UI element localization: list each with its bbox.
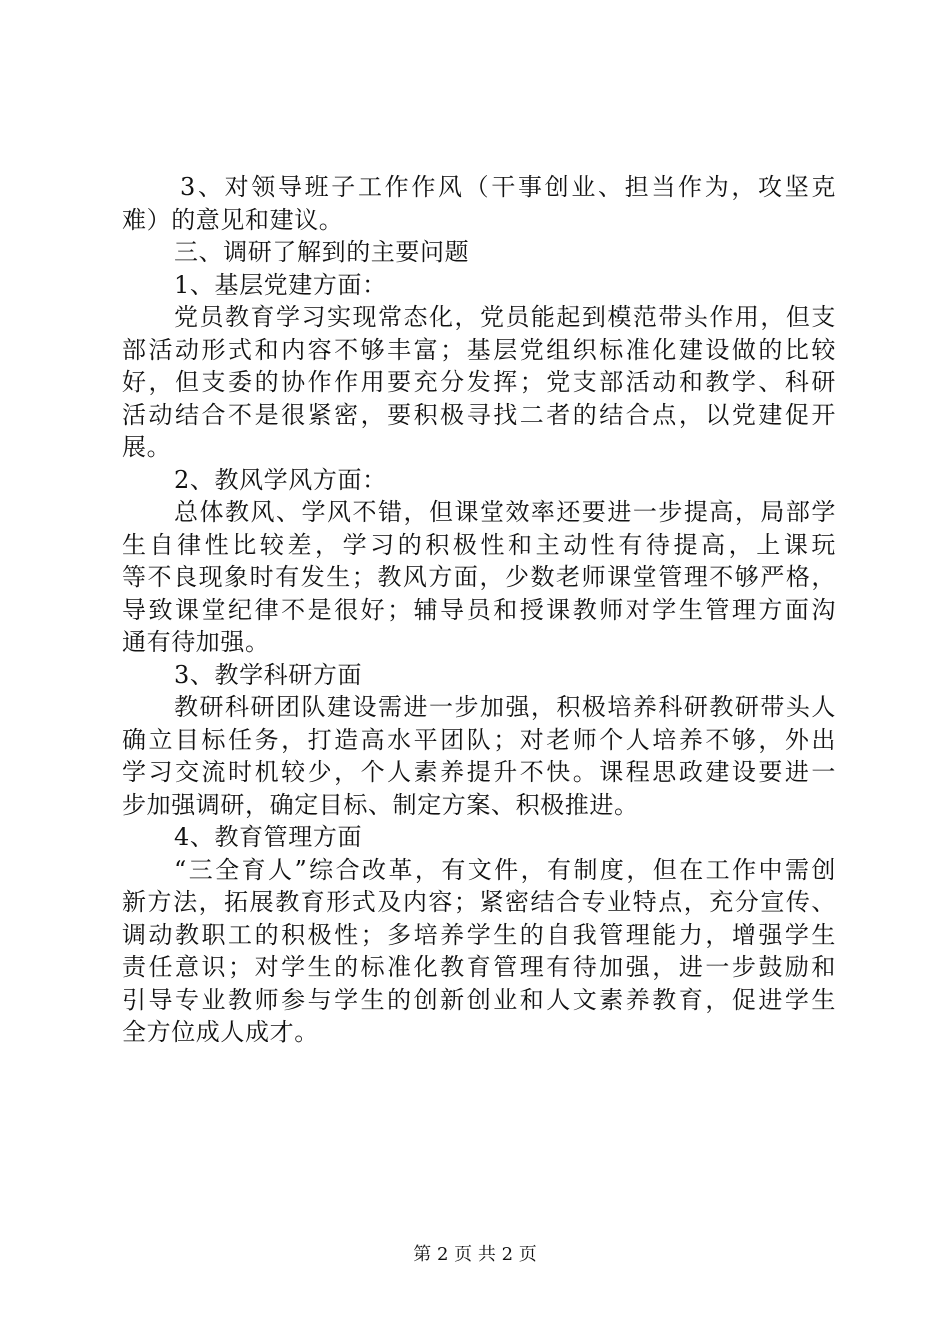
subsection-heading: 3、教学科研方面 — [174, 660, 363, 689]
paragraph-line: 教研科研团队建设需进一步加强，积极培养科研教研带头人 — [174, 693, 836, 721]
paragraph-line: 引导专业教师参与学生的创新创业和人文素养教育，促进学生 — [122, 985, 836, 1014]
paragraph-line: 导致课堂纪律不是很好；辅导员和授课教师对学生管理方面沟 — [122, 595, 836, 624]
paragraph-line: 生自律性比较差，学习的积极性和主动性有待提高，上课玩 — [122, 530, 836, 559]
paragraph-line: 难）的意见和建议。 — [122, 205, 344, 234]
paragraph-line: 部活动形式和内容不够丰富；基层党组织标准化建设做的比较 — [122, 335, 836, 364]
paragraph-line: 党员教育学习实现常态化，党员能起到模范带头作用，但支 — [174, 303, 836, 331]
paragraph-line: 总体教风、学风不错，但课堂效率还要进一步提高，局部学 — [174, 498, 836, 526]
paragraph-line: 步加强调研，确定目标、制定方案、积极推进。 — [122, 790, 639, 819]
paragraph-line: 责任意识；对学生的标准化教育管理有待加强，进一步鼓励和 — [122, 953, 836, 981]
page-number-footer: 第 2 页 共 2 页 — [413, 1244, 537, 1265]
paragraph-line: 学习交流时机较少，个人素养提升不快。课程思政建设要进一 — [122, 758, 836, 786]
section-heading: 三、调研了解到的主要问题 — [174, 238, 470, 266]
paragraph-line: “三全育人”综合改革，有文件，有制度，但在工作中需创 — [174, 855, 836, 884]
subsection-heading: 2、教风学风方面： — [174, 465, 387, 494]
paragraph-line: 调动教职工的积极性；多培养学生的自我管理能力，增强学生 — [122, 920, 836, 949]
paragraph-line: 展。 — [122, 433, 172, 461]
paragraph-line: 活动结合不是很紧密，要积极寻找二者的结合点，以党建促开 — [122, 400, 836, 429]
document-body — [122, 171, 836, 1049]
paragraph-line: 3、对领导班子工作作风（干事创业、担当作为，攻坚克 — [180, 173, 836, 201]
subsection-heading: 1、基层党建方面： — [174, 270, 387, 299]
paragraph-line: 全方位成人成才。 — [122, 1018, 319, 1046]
paragraph-line: 新方法，拓展教育形式及内容；紧密结合专业特点，充分宣传、 — [122, 888, 836, 916]
paragraph-line: 好，但支委的协作作用要充分发挥；党支部活动和教学、科研 — [122, 368, 836, 396]
paragraph-line: 确立目标任务，打造高水平团队；对老师个人培养不够，外出 — [122, 725, 836, 754]
paragraph-line: 通有待加强。 — [122, 628, 270, 656]
subsection-heading: 4、教育管理方面 — [174, 823, 363, 851]
paragraph-line: 等不良现象时有发生；教风方面，少数老师课堂管理不够严格， — [122, 563, 836, 591]
